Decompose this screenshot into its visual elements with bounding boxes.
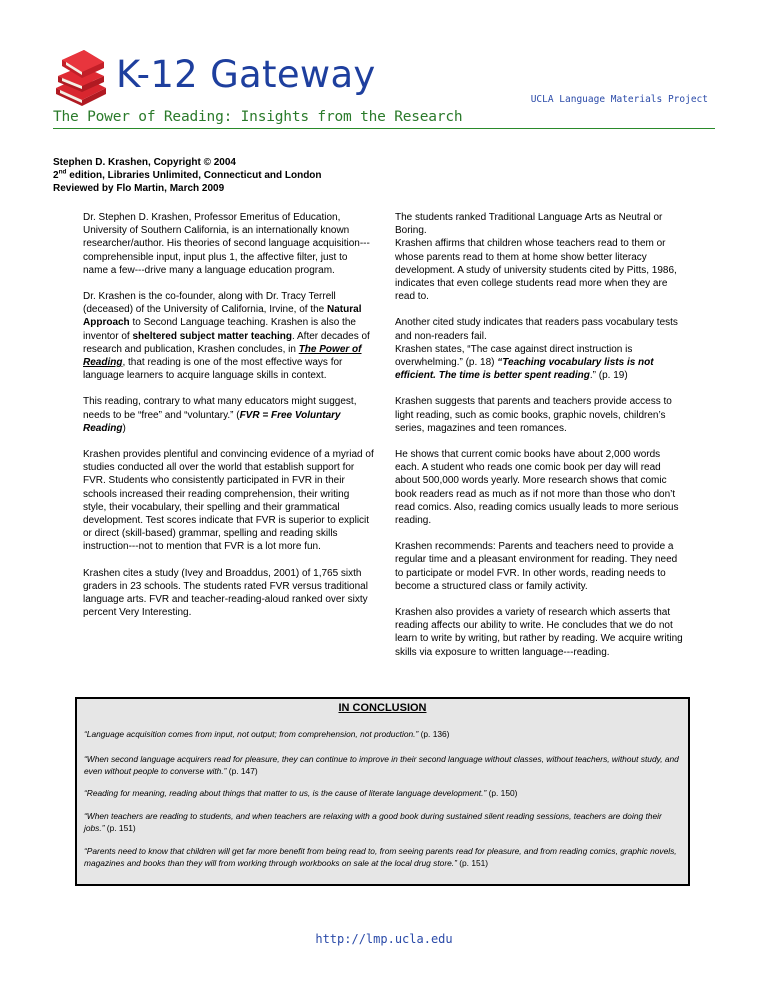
- quote: “Language acquisition comes from input, not output; from comprehension, not production.” (p. 136): [84, 729, 450, 739]
- paragraph: Krashen affirms that children whose teachers read to them or whose parents read to them at home show better literacy development. A study of university students cited by Pitts, 1986, indicates that even college students read more when they are read to.: [395, 238, 677, 303]
- conclusion-box: [75, 697, 690, 886]
- citation-edition: 2nd edition, Libraries Unlimited, Connecticut and London: [53, 168, 322, 181]
- conclusion-title: IN CONCLUSION: [338, 702, 427, 714]
- paragraph: Krashen provides plentiful and convincing evidence of a myriad of studies conducted all over the world that establish support for FVR. Students who consistently participated in FVR in their schools increased their reading comprehension, their writing style, their vocabulary, their spelling and their grammatical development. Test scores indicate that FVR is superior to explicit or direct (skill-based) grammar, spelling and reading skills instruction---not to mention that FVR is a lot more fun.: [83, 449, 374, 553]
- document-subtitle: The Power of Reading: Insights from the Research: [53, 109, 463, 125]
- project-name: UCLA Language Materials Project: [530, 94, 708, 105]
- footer-link[interactable]: http://lmp.ucla.edu: [315, 932, 453, 946]
- paragraph: Krashen states, “The case against direct instruction is overwhelming.” (p. 18) “Teaching vocabulary lists is not efficient. The time is better spent reading.” (p. 19): [395, 343, 654, 382]
- paragraph: Krashen recommends: Parents and teachers need to provide a regular time and a pleasant environment for reading. They need to participate or model FVR. In other words, reading needs to become a structured class or family activity.: [395, 541, 678, 592]
- citation-author: Stephen D. Krashen, Copyright © 2004: [53, 157, 236, 168]
- paragraph: Krashen suggests that parents and teachers provide access to light reading, such as comic books, graphic novels, children’s series, magazines and teen romances.: [395, 396, 672, 434]
- citation-reviewer: Reviewed by Flo Martin, March 2009: [53, 183, 225, 194]
- paragraph: Dr. Krashen is the co-founder, along with Dr. Tracy Terrell (deceased) of the University of California, Irvine, of the Natural Approach to Second Language teaching. Krashen is also the inventor of sheltered subject matter teaching. After decades of research and publication, Krashen concludes, in The Power of Reading, that reading is one of the most effective ways for language learners to acquire language skills in context.: [83, 291, 370, 382]
- header-divider: [53, 128, 715, 129]
- stack-of-books-icon: [52, 46, 110, 106]
- quote: “Parents need to know that children will get far more benefit from being read to, from seeing parents read for pleasure, and from reading comics, graphic novels, magazines and books than they will from working through workbooks on sale at the local drug store.” (p. 151): [84, 846, 677, 868]
- paragraph: The students ranked Traditional Language Arts as Neutral or Boring.: [395, 212, 663, 237]
- paragraph: This reading, contrary to what many educators might suggest, needs to be “free” and “voluntary.” (FVR = Free Voluntary Reading): [83, 396, 357, 434]
- quote: “Reading for meaning, reading about things that matter to us, is the cause of literate language development.” (p. 150): [84, 788, 518, 798]
- quote: “When teachers are reading to students, and when teachers are relaxing with a good book during sustained silent reading sessions, teachers are doing their jobs.” (p. 151): [84, 811, 662, 833]
- paragraph: Another cited study indicates that readers pass vocabulary tests and non-readers fail.: [395, 317, 678, 342]
- paragraph: Krashen also provides a variety of research which asserts that reading affects our ability to write. He concludes that we do not learn to write by writing, but rather by reading. We acquire writing skills via exposure to written language---reading.: [395, 607, 683, 658]
- paragraph: Krashen cites a study (Ivey and Broaddus, 2001) of 1,765 sixth graders in 23 schools. The students rated FVR versus traditional language arts. FVR and teacher-reading-aloud ranked over sixty percent Very Interesting.: [83, 567, 368, 619]
- brand-title: K-12 Gateway: [116, 53, 376, 96]
- citation-block: [53, 156, 322, 195]
- quote: “When second language acquirers read for pleasure, they can continue to improve in their second language without classes, without teachers, without study, and even without people to converse with.” (p. 147): [84, 754, 679, 776]
- paragraph: He shows that current comic books have about 2,000 words each. A student who reads one comic book per day will read about 500,000 words yearly. More research shows that comic book readers read as much as if not more than those who don’t read comics. Also, reading comics usually leads to more serious reading.: [395, 449, 679, 527]
- paragraph: Dr. Stephen D. Krashen, Professor Emeritus of Education, University of Southern California, is an internationally known researcher/author. His theories of second language acquisition---comprehensible input, input plus 1, the affective filter, just to name a few---drive many a language education program.: [83, 212, 370, 276]
- left-column: [83, 211, 375, 632]
- right-column: [395, 211, 687, 672]
